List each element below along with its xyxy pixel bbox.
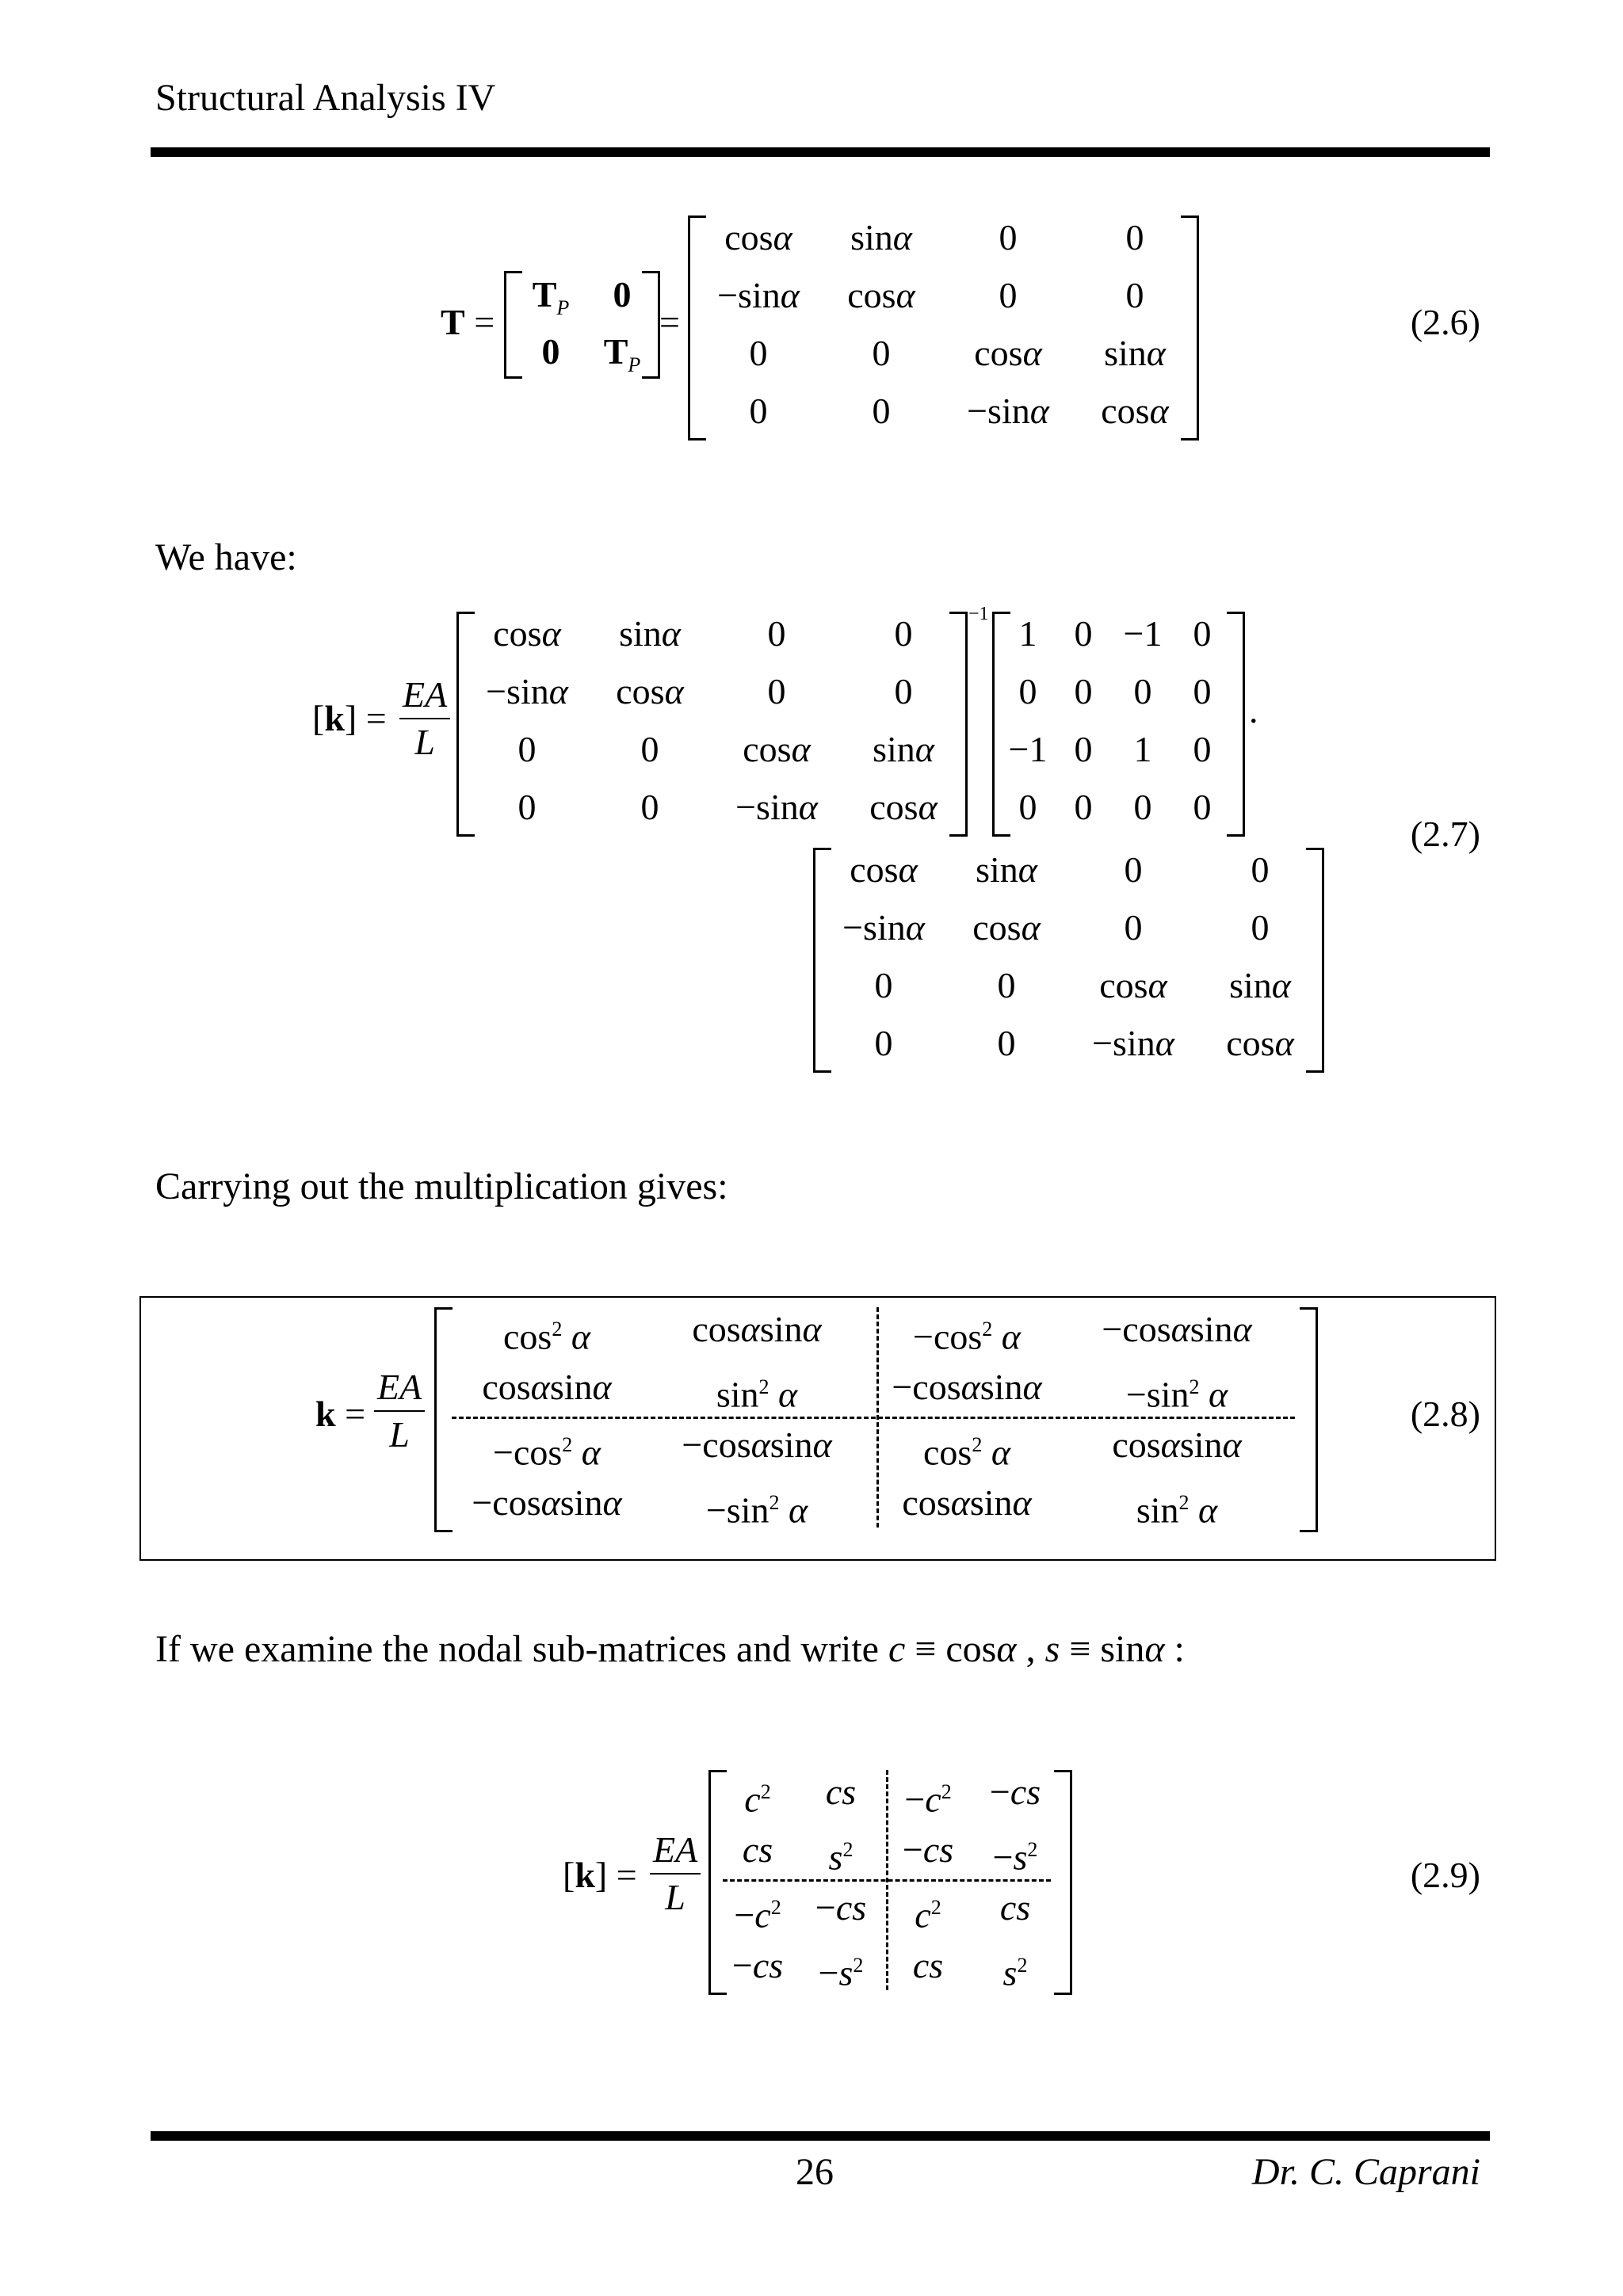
k-lhs: [k] = [312,698,387,738]
global-k-matrix: $\cos^2 \alpha$ cosαsinα $-\cos^2$ α −cosαsinα cosαsinα $\sin^2 \alpha$ −cosαsinα $-\sin^2$ α $-\cos^2$ α −cosαsinα $\cos^2 \alpha$ cosαsinα −cosαsinα $-\sin^2$ α cosαsinα $\sin^2 \alpha$ [472,1309,1252,1531]
bracket [1306,848,1324,1073]
block-matrix: $T_P$ 0 0 $T_P$ [532,274,641,377]
bracket [949,612,968,837]
bracket [1227,612,1245,837]
cs-matrix: $c^2$ cs $-c^2$ −cs cs $s^2$ −cs $-s^2$ $-c^2$ −cs $c^2$ cs −cs $-s^2$ cs $s^2$ [731,1772,1041,1993]
equation-number: (2.6) [1410,302,1480,342]
ea-over-l: $\frac{EA}{L}$ [374,1364,425,1458]
ea-over-l: $\frac{EA}{L}$ [399,672,450,765]
paragraph [155,1627,1185,1671]
inline-math: c ≡ cosα , s ≡ sinα : [888,1628,1185,1670]
ea-over-l: $\frac{EA}{L}$ [650,1827,701,1920]
t-matrix: cosα sinα 0 0 −sinα cosα 0 0 0 0 cosα sinα 0 0 −sinα cosα [842,849,1294,1063]
local-k-matrix: 1 0 −1 0 0 0 0 0 −1 0 1 0 0 0 0 0 [1008,613,1212,827]
partition-line [452,1417,1295,1419]
t-label: T = [441,302,495,342]
equation-number: (2.7) [1410,814,1480,854]
paragraph-text: If we examine the nodal sub-matrices and write [155,1628,879,1670]
inverse-superscript: −1 [968,604,989,624]
bracket [1300,1307,1318,1532]
t-matrix: cosα sinα 0 0 −sinα cosα 0 0 0 0 cosα sinα 0 0 −sinα cosα [717,217,1169,431]
author: Dr. C. Caprani [1251,2151,1480,2193]
bracket [642,271,660,379]
equation-number: (2.8) [1410,1394,1480,1434]
bracket [1181,215,1199,441]
footer-rule [151,2131,1490,2141]
header-rule [151,147,1490,157]
equals: = [659,302,680,342]
paragraph: We have: [155,536,297,578]
t-matrix: cosα sinα 0 0 −sinα cosα 0 0 0 0 cosα sinα 0 0 −sinα cosα [486,613,938,827]
paragraph: Carrying out the multiplication gives: [155,1165,728,1207]
dot: . [1249,690,1258,730]
running-header: Structural Analysis IV [155,77,496,119]
equation-number: (2.9) [1410,1855,1480,1895]
k-lhs: k = [315,1394,366,1434]
k-lhs: [k] = [563,1855,637,1895]
page-number: 26 [796,2151,834,2193]
partition-line [886,1770,888,1990]
partition-line [876,1307,879,1527]
bracket [1054,1770,1072,1995]
